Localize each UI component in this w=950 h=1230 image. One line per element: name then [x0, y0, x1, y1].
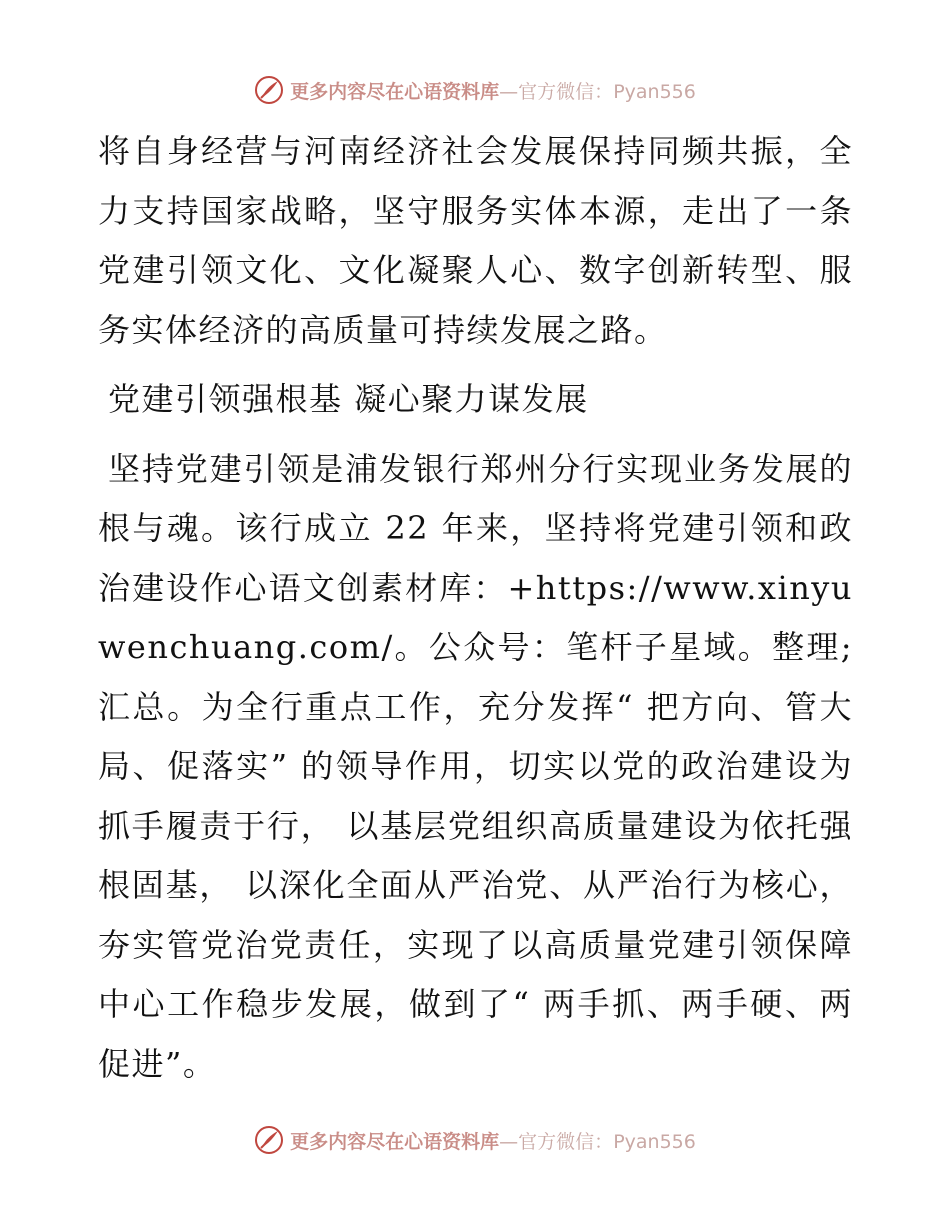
quill-logo-icon — [254, 1125, 284, 1155]
document-body — [98, 122, 853, 1094]
quill-logo-icon — [254, 75, 284, 105]
header-banner-text — [290, 77, 696, 104]
header-wechat-id: Pyan556 — [613, 80, 696, 103]
paragraph-2: 坚持党建引领是浦发银行郑州分行实现业务发展的根与魂。该行成立 22 年来，坚持将党建引领和政治建设作心语文创素材库：+https://www.xinyuwenchuang.com/。公众号：笔杆子星域。整理;汇总。为全行重点工作，充分发挥“ 把方向、管大局、促落实” 的领导作用，切实以党的政治建设为抓手履责于行， 以基层党组织高质量建设为依托强根固基， 以深化全面从严治党、从严治行为核心，夯实管党治党责任，实现了以高质量党建引领保障中心工作稳步发展，做到了“ 两手抓、两手硬、两促进”。 — [98, 449, 853, 1083]
footer-brand-text: 更多内容尽在心语资料库 — [290, 1130, 500, 1153]
header-wechat-label: 官方微信： — [518, 80, 614, 103]
footer-banner-text — [290, 1127, 696, 1154]
header-brand-text: 更多内容尽在心语资料库 — [290, 80, 500, 103]
paragraph-1: 将自身经营与河南经济社会发展保持同频共振，全力支持国家战略，坚守服务实体本源，走出了一条党建引领文化、文化凝聚人心、数字创新转型、服务实体经济的高质量可持续发展之路。 — [98, 132, 853, 349]
section-heading: 党建引领强根基 凝心聚力谋发展 — [108, 380, 589, 418]
header-banner — [0, 70, 950, 110]
header-separator: — — [499, 80, 519, 103]
footer-separator: — — [499, 1130, 519, 1153]
footer-wechat-id: Pyan556 — [613, 1130, 696, 1153]
footer-banner — [0, 1120, 950, 1160]
footer-wechat-label: 官方微信： — [518, 1130, 614, 1153]
